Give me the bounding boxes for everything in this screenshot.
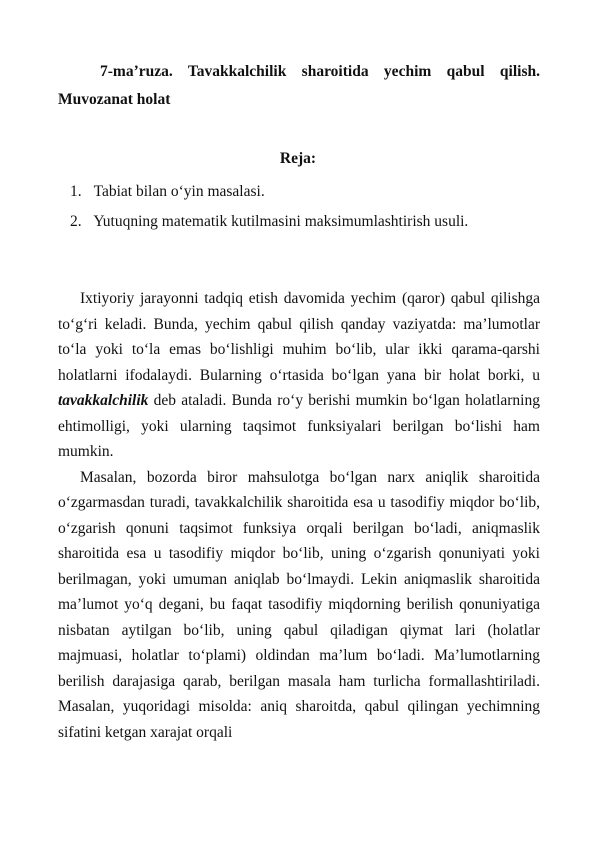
key-term: tavakkalchilik [58,392,149,409]
plan-item-text: Yutuqning matematik kutilmasini maksimumlashtirish usuli. [93,213,469,230]
plan-item-number: 2. [70,213,82,230]
plan-item-text: Tabiat bilan o‘yin masalasi. [93,183,265,200]
paragraph: Masalan, bozorda biror mahsulotga bo‘lgan narx aniqlik sharoitida o‘zgarmasdan turadi, tavakkalchilik sharoitida esa u tasodifiy miqdor bo‘lib, o‘zgarish qonuni taqsimot funksiya orqali berilgan bo‘ladi, aniqmaslik sharoitida esa u tasodifiy miqdor bo‘lib, uning o‘zgarish qonuniyati yoki berilmagan, yoki umuman aniqlab bo‘lmaydi. Lekin aniqmaslik sharoitida ma’lumot yo‘q degani, bu faqat tasodifiy miqdorning berilish qonuniyatiga nisbatan aytilgan bo‘lib, uning qabul qiladigan qiymat lari (holatlar majmuasi, holatlar to‘plami) oldindan ma’lum bo‘ladi. Ma’lumotlarning berilish darajasiga qarab, berilgan masala ham turlicha formallashtiriladi. Masalan, yuqoridagi misolda: aniq sharoitda, qabul qilingan yechimning sifatini ketgan xarajat orqali [58,468,540,741]
paragraph [58,286,540,465]
paragraph-text: Ixtiyoriy jarayonni tadqiq etish davomida yechim (qaror) qabul qilishga to‘g‘ri keladi. Bunda, yechim qabul qilish qanday vaziyatda: ma’lumotlar to‘la yoki to‘la emas bo‘lishligi muhim bo‘lib, ular ikki qarama-qarshi holatlarni ifodalaydi. Bularning o‘rtasida bo‘lgan yana bir holat borki, u [58,290,540,384]
lecture-title: 7-ma’ruza. Tavakkalchilik sharoitida yechim qabul qilish. Muvozanat holat [58,63,540,108]
plan-heading: Reja: [279,150,317,167]
plan-list [70,182,468,242]
body-text [58,286,540,745]
plan-item-number: 1. [70,183,82,200]
plan-item [70,182,468,212]
plan-item [70,212,468,242]
paragraph-text: deb ataladi. Bunda ro‘y berishi mumkin bo‘lgan holatlarning ehtimolligi, yoki ularning taqsimot funksiyalari berilgan bo‘lishi ham mumkin. [58,392,540,460]
